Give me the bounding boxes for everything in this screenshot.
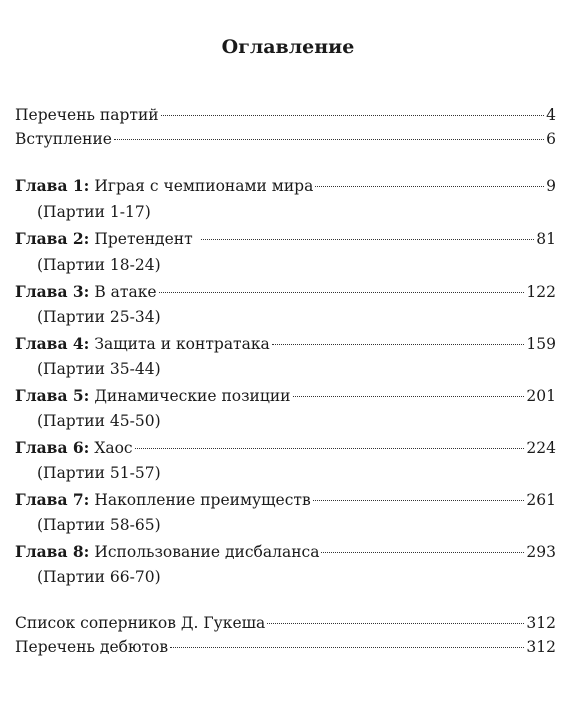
toc-page-number: 81 xyxy=(536,230,556,248)
toc-page-number: 312 xyxy=(526,638,556,656)
chapter-games-range: (Партии 35-44) xyxy=(37,360,161,378)
toc-page-number: 293 xyxy=(526,543,556,561)
chapter-title: Накопление преимуществ xyxy=(94,491,311,509)
toc-entry-chapter-6[interactable] xyxy=(15,437,556,459)
toc-entry-chapter-3[interactable] xyxy=(15,281,556,303)
chapter-prefix: Глава 3: xyxy=(15,282,90,301)
chapter-title: Защита и контратака xyxy=(94,335,270,353)
page-title: Оглавление xyxy=(221,36,355,58)
dot-leader xyxy=(114,139,544,140)
chapter-title: Играя с чемпионами мира xyxy=(94,177,314,195)
toc-page-number: 6 xyxy=(546,130,556,148)
chapter-games-range: (Партии 25-34) xyxy=(37,308,161,326)
chapter-games-range: (Партии 18-24) xyxy=(37,256,161,274)
toc-entry-opponents-list[interactable] xyxy=(15,612,556,634)
chapter-title: Использование дисбаланса xyxy=(94,543,320,561)
chapter-title: Претендент xyxy=(94,230,193,248)
toc-entry-openings-list[interactable] xyxy=(15,636,556,658)
toc-entry-label: Список соперников Д. Гукеша xyxy=(15,614,266,632)
toc-page-number: 159 xyxy=(526,335,556,353)
chapter-prefix: Глава 1: xyxy=(15,176,90,195)
toc-entry-chapter-4[interactable] xyxy=(15,333,556,355)
chapter-games-range: (Партии 66-70) xyxy=(37,568,161,586)
chapter-prefix: Глава 5: xyxy=(15,386,90,405)
toc-page-number: 261 xyxy=(526,491,556,509)
dot-leader xyxy=(170,647,524,648)
chapter-title: Динамические позиции xyxy=(94,387,291,405)
toc-entry-label: Перечень партий xyxy=(15,106,159,124)
dot-leader xyxy=(315,186,544,187)
toc-entry-label: Вступление xyxy=(15,130,112,148)
dot-leader xyxy=(321,552,524,553)
chapter-prefix: Глава 7: xyxy=(15,490,90,509)
chapter-prefix: Глава 6: xyxy=(15,438,90,457)
toc-entry-chapter-5[interactable] xyxy=(15,385,556,407)
toc-entry-chapter-8[interactable] xyxy=(15,541,556,563)
chapter-prefix: Глава 8: xyxy=(15,542,90,561)
toc-page-number: 122 xyxy=(526,283,556,301)
dot-leader xyxy=(313,500,525,501)
chapter-title: В атаке xyxy=(94,283,157,301)
dot-leader xyxy=(159,292,525,293)
toc-entry-chapter-1[interactable] xyxy=(15,175,556,197)
toc-entry-label: Перечень дебютов xyxy=(15,638,169,656)
dot-leader xyxy=(293,396,525,397)
chapter-title: Хаос xyxy=(94,439,133,457)
toc-entry-chapter-2[interactable] xyxy=(15,228,556,250)
chapter-games-range: (Партии 45-50) xyxy=(37,412,161,430)
dot-leader xyxy=(135,448,525,449)
chapter-games-range: (Партии 58-65) xyxy=(37,516,161,534)
dot-leader xyxy=(201,239,535,240)
toc-entry-introduction[interactable] xyxy=(15,128,556,150)
toc-page-number: 224 xyxy=(526,439,556,457)
toc-page-number: 201 xyxy=(526,387,556,405)
dot-leader xyxy=(272,344,525,345)
toc-page-number: 9 xyxy=(546,177,556,195)
chapter-prefix: Глава 2: xyxy=(15,229,90,248)
chapter-prefix: Глава 4: xyxy=(15,334,90,353)
chapter-games-range: (Партии 1-17) xyxy=(37,203,151,221)
toc-page-number: 4 xyxy=(546,106,556,124)
toc-entry-games-list[interactable] xyxy=(15,104,556,126)
dot-leader xyxy=(161,115,544,116)
dot-leader xyxy=(267,623,524,624)
toc-entry-chapter-7[interactable] xyxy=(15,489,556,511)
toc-page-number: 312 xyxy=(526,614,556,632)
chapter-games-range: (Партии 51-57) xyxy=(37,464,161,482)
